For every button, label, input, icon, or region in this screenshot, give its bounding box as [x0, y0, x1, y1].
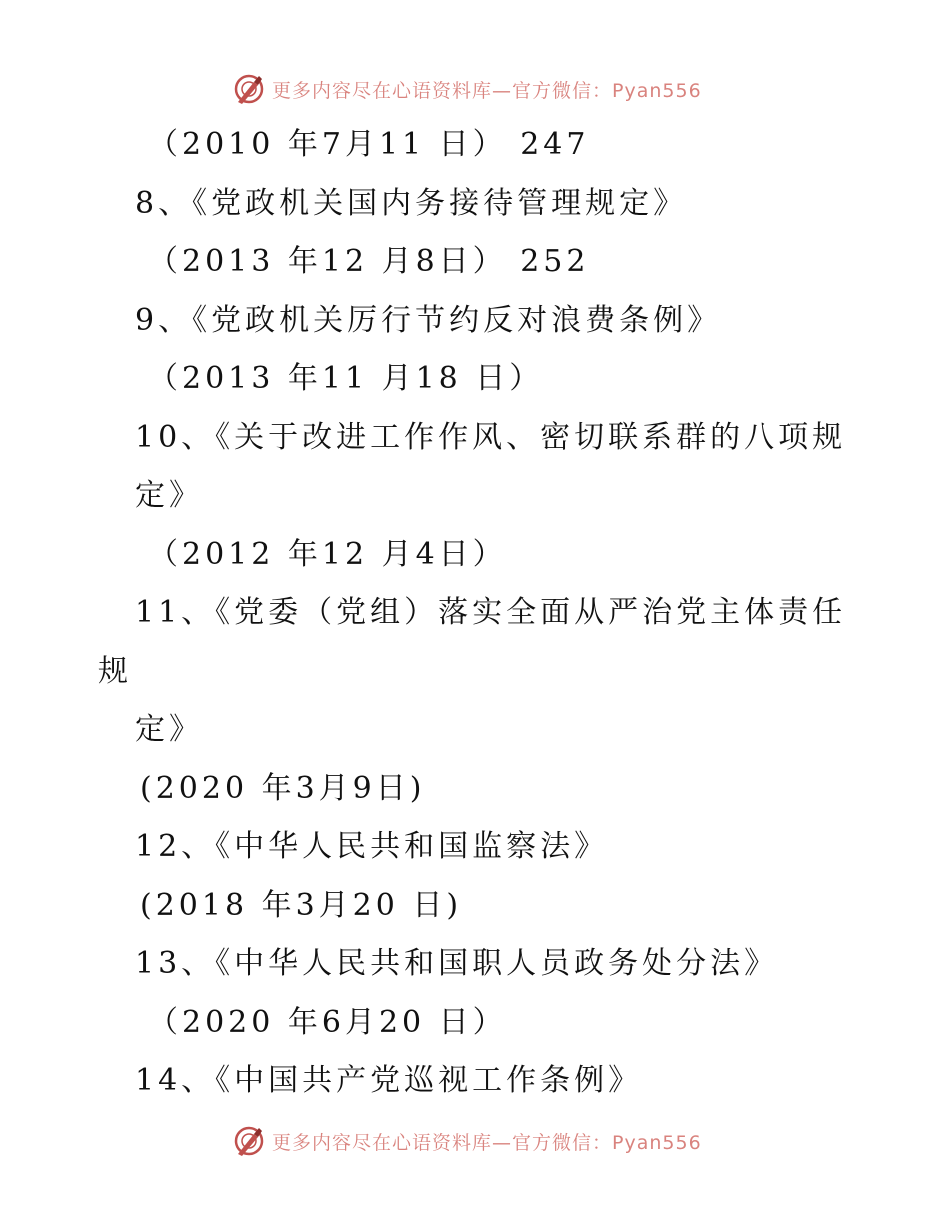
document-line: 9、《党政机关厉行节约反对浪费条例》: [135, 303, 722, 338]
watermark-banner-bottom: [232, 1124, 702, 1158]
document-line: （2010 年7月11 日） 247: [148, 127, 590, 162]
document-line: (2018 年3月20 日): [140, 888, 463, 923]
document-line: 8、《党政机关国内务接待管理规定》: [135, 186, 688, 221]
document-line: 10、《关于改进工作作风、密切联系群的八项规: [135, 420, 847, 455]
document-line: （2013 年12 月8日） 252: [148, 244, 590, 279]
document-line: （2020 年6月20 日）: [148, 1005, 507, 1040]
document-line: （2013 年11 月18 日）: [148, 361, 544, 396]
watermark-text: 更多内容尽在心语资料库—官方微信：Pyan556: [272, 79, 702, 102]
document-line: 11、《党委（党组）落实全面从严治党主体责任: [135, 595, 847, 630]
document-line: 12、《中华人民共和国监察法》: [135, 829, 609, 864]
document-line: （2012 年12 月4日）: [148, 537, 507, 572]
pen-logo-icon: [232, 72, 266, 106]
document-line: (2020 年3月9日): [140, 771, 426, 806]
document-line: 13、《中华人民共和国职人员政务处分法》: [135, 946, 779, 981]
document-line: 规: [98, 654, 132, 689]
pen-logo-icon: [232, 1124, 266, 1158]
watermark-text: 更多内容尽在心语资料库—官方微信：Pyan556: [272, 1131, 702, 1154]
document-line: 定》: [135, 478, 203, 513]
watermark-banner-top: [232, 72, 702, 106]
document-line: 14、《中国共产党巡视工作条例》: [135, 1063, 643, 1098]
document-line: 定》: [135, 712, 203, 747]
